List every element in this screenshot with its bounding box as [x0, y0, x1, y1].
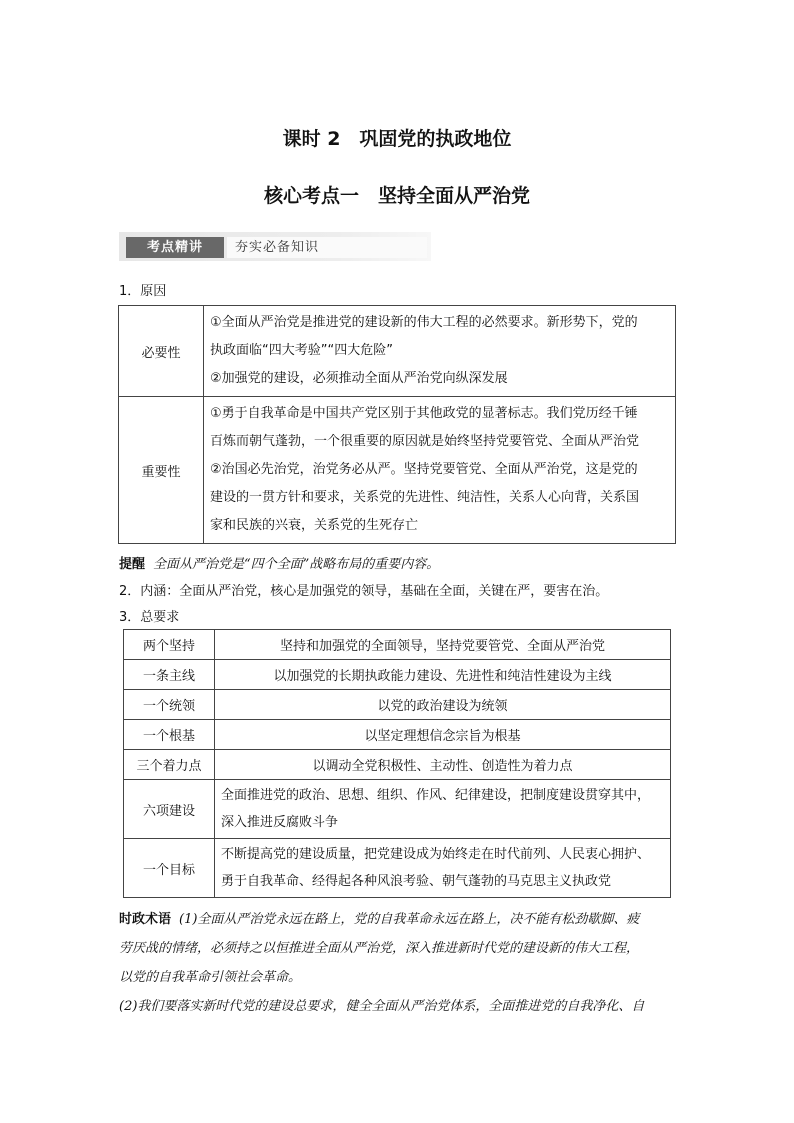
tip-label: 提醒	[119, 557, 146, 572]
cell-line: ②加强党的建设，必须推动全面从严治党向纵深发展	[210, 371, 508, 386]
table-value-cell	[215, 780, 671, 839]
term-text: (1)全面从严治党永远在路上，党的自我革命永远在路上，决不能有松劲歇脚、疲	[179, 912, 640, 927]
table-value-cell	[215, 839, 671, 898]
table-key-cell: 六项建设	[124, 780, 215, 839]
cell-line: 家和民族的兴衰，关系党的生死存亡	[210, 518, 419, 533]
term-label: 时政术语	[119, 912, 172, 927]
table-value-cell: 以调动全党积极性、主动性、创造性为着力点	[215, 750, 671, 780]
table-value-cell: 以坚定理想信念宗旨为根基	[215, 720, 671, 750]
table-key-cell: 三个着力点	[124, 750, 215, 780]
tip-note	[119, 553, 439, 572]
table-row	[124, 780, 671, 839]
table-key-cell: 一个根基	[124, 720, 215, 750]
table-key-cell: 重要性	[119, 397, 204, 544]
banner-tag: 考点精讲	[126, 237, 224, 258]
reason-heading: 1．原因	[119, 284, 167, 299]
table-value-cell	[204, 306, 676, 397]
table-key-cell: 一条主线	[124, 660, 215, 690]
political-terms	[119, 905, 679, 1021]
table-value-cell	[204, 397, 676, 544]
cell-line: ②治国必先治党，治党务必从严。坚持党要管党、全面从严治党，这是党的	[210, 462, 638, 477]
cell-line: 执政面临“四大考验”“四大危险”	[210, 343, 393, 358]
table-row	[119, 306, 676, 397]
table-key-cell: 一个统领	[124, 690, 215, 720]
term-line	[119, 905, 679, 934]
table-row	[124, 750, 671, 780]
requirements-heading: 3．总要求	[119, 610, 180, 625]
cell-line: 建设的一贯方针和要求，关系党的先进性、纯洁性，关系人心向背，关系国	[210, 490, 640, 505]
cell-line: 深入推进反腐败斗争	[221, 815, 339, 830]
table-row	[124, 839, 671, 898]
reason-table	[118, 305, 676, 544]
table-row	[124, 690, 671, 720]
table-row	[119, 397, 676, 544]
term-line: (2)我们要落实新时代党的建设总要求，健全全面从严治党体系，全面推进党的自我净化、自	[119, 999, 645, 1014]
cell-line: 不断提高党的建设质量，把党建设成为始终走在时代前列、人民衷心拥护、	[221, 847, 651, 862]
table-key-cell: 两个坚持	[124, 630, 215, 660]
banner-subtitle: 夯实必备知识	[227, 237, 427, 258]
table-row	[124, 660, 671, 690]
cell-line: 勇于自我革命、经得起各种风浪考验、朝气蓬勃的马克思主义执政党	[221, 874, 612, 889]
table-value-cell: 以加强党的长期执政能力建设、先进性和纯洁性建设为主线	[215, 660, 671, 690]
requirements-table	[123, 629, 671, 898]
tip-text: 全面从严治党是“四个全面”战略布局的重要内容。	[153, 557, 440, 572]
cell-line: 全面推进党的政治、思想、组织、作风、纪律建设，把制度建设贯穿其中，	[221, 788, 651, 803]
table-value-cell: 坚持和加强党的全面领导，坚持党要管党、全面从严治党	[215, 630, 671, 660]
term-line: 以党的自我革命引领社会革命。	[119, 970, 302, 985]
term-line: 劳厌战的情绪，必须持之以恒推进全面从严治党，深入推进新时代党的建设新的伟大工程，	[119, 941, 640, 956]
lesson-title: 课时 2 巩固党的执政地位	[282, 128, 512, 150]
table-key-cell: 一个目标	[124, 839, 215, 898]
table-value-cell: 以党的政治建设为统领	[215, 690, 671, 720]
cell-line: ①全面从严治党是推进党的建设新的伟大工程的必然要求。新形势下，党的	[210, 315, 638, 330]
table-row	[124, 720, 671, 750]
table-row	[124, 630, 671, 660]
connotation-line: 2．内涵：全面从严治党，核心是加强党的领导，基础在全面，关键在严，要害在治。	[119, 584, 609, 599]
table-key-cell: 必要性	[119, 306, 204, 397]
section-banner	[119, 232, 431, 261]
cell-line: 百炼而朝气蓬勃，一个很重要的原因就是始终坚持党要管党、全面从严治党	[210, 434, 640, 449]
section-title: 核心考点一 坚持全面从严治党	[263, 185, 530, 207]
cell-line: ①勇于自我革命是中国共产党区别于其他政党的显著标志。我们党历经千锤	[210, 406, 638, 421]
